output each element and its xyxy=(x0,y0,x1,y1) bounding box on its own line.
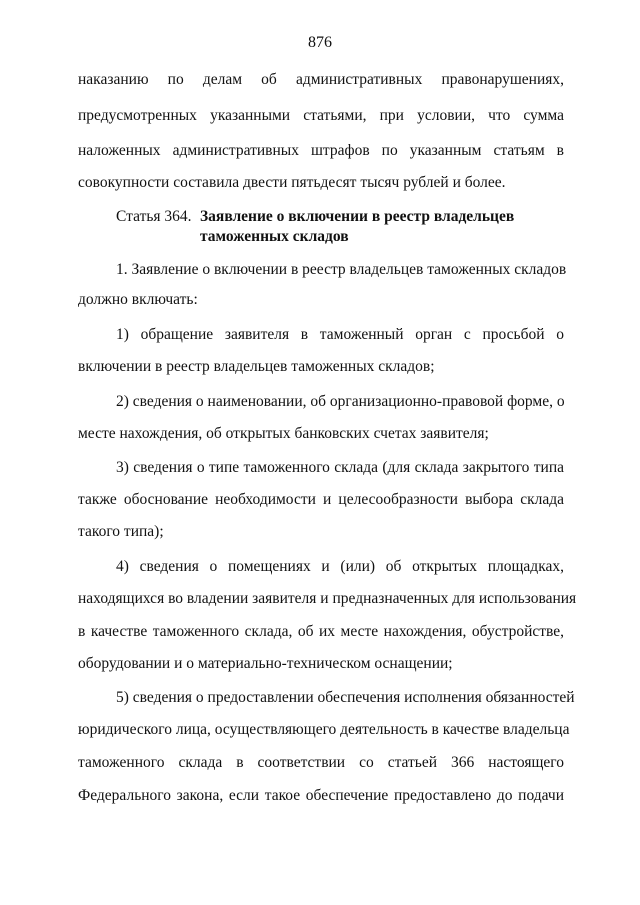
paragraph-line: такого типа); xyxy=(78,523,164,540)
text-line: предусмотренных указанными статьями, при условии, что сумма xyxy=(78,107,564,124)
paragraph-line: юридического лица, осуществляющего деятельность в качестве владельца xyxy=(78,721,570,738)
paragraph-line: 2) сведения о наименовании, об организационно-правовой форме, о xyxy=(116,393,565,410)
paragraph-line: 4) сведения о помещениях и (или) об открытых площадках, xyxy=(116,558,564,575)
paragraph-line: Федерального закона, если такое обеспечение предоставлено до подачи xyxy=(78,787,564,804)
page-number: 876 xyxy=(308,34,332,51)
article-title-line1: Заявление о включении в реестр владельцев xyxy=(200,208,515,225)
paragraph-line: также обоснование необходимости и целесообразности выбора склада xyxy=(78,491,564,508)
paragraph-line: 5) сведения о предоставлении обеспечения исполнения обязанностей xyxy=(116,689,575,706)
article-heading xyxy=(116,207,514,227)
paragraph-line: таможенного склада в соответствии со статьей 366 настоящего xyxy=(78,754,564,771)
paragraph-line: 3) сведения о типе таможенного склада (для склада закрытого типа xyxy=(116,459,564,476)
paragraph-line: 1. Заявление о включении в реестр владельцев таможенных складов xyxy=(116,261,567,278)
paragraph-line: месте нахождения, об открытых банковских счетах заявителя; xyxy=(78,425,489,442)
paragraph-line: включении в реестр владельцев таможенных складов; xyxy=(78,358,435,375)
paragraph-line: оборудовании и о материально-техническом оснащении; xyxy=(78,655,453,672)
paragraph-line: находящихся во владении заявителя и предназначенных для использования xyxy=(78,590,577,607)
text-line: наказанию по делам об административных правонарушениях, xyxy=(78,71,564,88)
text-line: совокупности составила двести пятьдесят тысяч рублей и более. xyxy=(78,174,506,191)
text-line: наложенных административных штрафов по указанным статьям в xyxy=(78,142,564,159)
paragraph-line: в качестве таможенного склада, об их месте нахождения, обустройстве, xyxy=(78,623,564,640)
paragraph-line: 1) обращение заявителя в таможенный орган с просьбой о xyxy=(116,326,564,343)
paragraph-line: должно включать: xyxy=(78,291,198,308)
article-number: Статья 364. xyxy=(116,208,192,225)
article-title-line2: таможенных складов xyxy=(200,228,349,245)
